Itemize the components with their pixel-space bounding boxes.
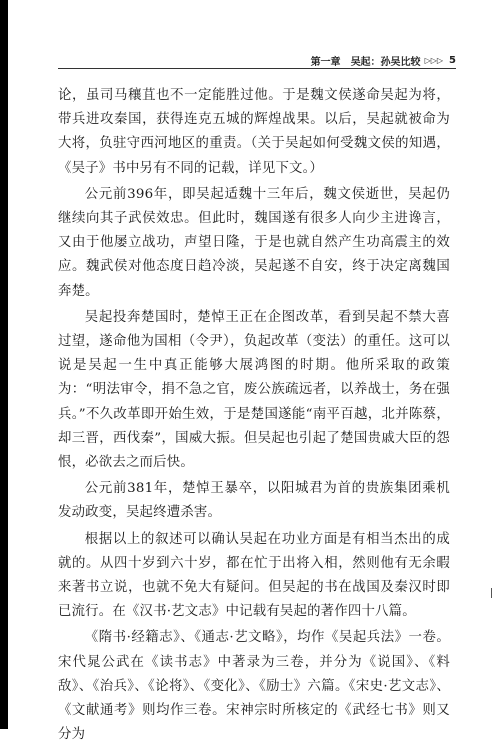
paragraph-4: 公元前381年，楚悼王暴卒，以阳城君为首的贵族集团乘机发动政变，吴起终遭杀害。 xyxy=(58,481,450,521)
header-title: 吴起：孙吴比较 xyxy=(350,56,421,68)
header-divider xyxy=(58,68,456,69)
paragraph-3: 吴起投奔楚国时，楚悼王正在企图改革，看到吴起不禁大喜过望，遂命他为国相（令尹），负起改革（变法）的重任。这可以说是吴起一生中真正能够大展鸿图的时期。他所采取的政策为：“明法审令，捐不急之官，废公族疏远者，以养战士，务在强兵。”不久改革即开始生效，于是楚国遂能“南平百越，北并陈蔡，却三晋，西伐秦”，国威大振。但吴起也引起了楚国贵戚大臣的怨恨，必欲去之而后快。 xyxy=(58,309,450,471)
running-header xyxy=(40,52,456,68)
header-arrows-icon: ▷▷▷ xyxy=(424,55,444,65)
chapter-label: 第一章 xyxy=(310,56,341,68)
paragraph-6: 《隋书·经籍志》、《通志·艺文略》，均作《吴起兵法》一卷。宋代晁公武在《读书志》中著录为三卷，并分为《说国》、《料敌》、《治兵》、《论将》、《变化》、《励士》六篇。《宋史·艺文志》、《文献通考》则均作三卷。宋神宗时所核定的《武经七书》则又分为 xyxy=(58,630,450,743)
paragraph-5: 根据以上的叙述可以确认吴起在功业方面是有相当杰出的成就的。从四十岁到六十岁，都在忙于出将入相，然则他有无余暇来著书立说，也就不免大有疑问。但吴起的书在战国及秦汉时即已流行。在《汉书·艺文志》中记载有吴起的著作四十八篇。 xyxy=(58,531,450,620)
page-edge-shadow xyxy=(0,0,8,729)
paragraph-2: 公元前396年，即吴起适魏十三年后，魏文侯逝世，吴起仍继续向其子武侯效忠。但此时，魏国遂有很多人向少主进谗言，又由于他屡立战功，声望日隆，于是也就自然产生功高震主的效应。魏武侯对他态度日趋冷淡，吴起遂不自安，终于决定离魏国奔楚。 xyxy=(58,186,450,299)
margin-mark xyxy=(491,588,492,598)
body-text xyxy=(58,84,450,747)
paragraph-1: 论，虽司马穰苴也不一定能胜过他。于是魏文侯遂命吴起为将，带兵进攻秦国，获得连克五城的辉煌战果。以后，吴起就被命为大将，负驻守西河地区的重责。（关于吴起如何受魏文侯的知遇，《吴子》书中另有不同的记载，详见下文。） xyxy=(58,88,450,176)
page-number: 5 xyxy=(449,54,456,66)
